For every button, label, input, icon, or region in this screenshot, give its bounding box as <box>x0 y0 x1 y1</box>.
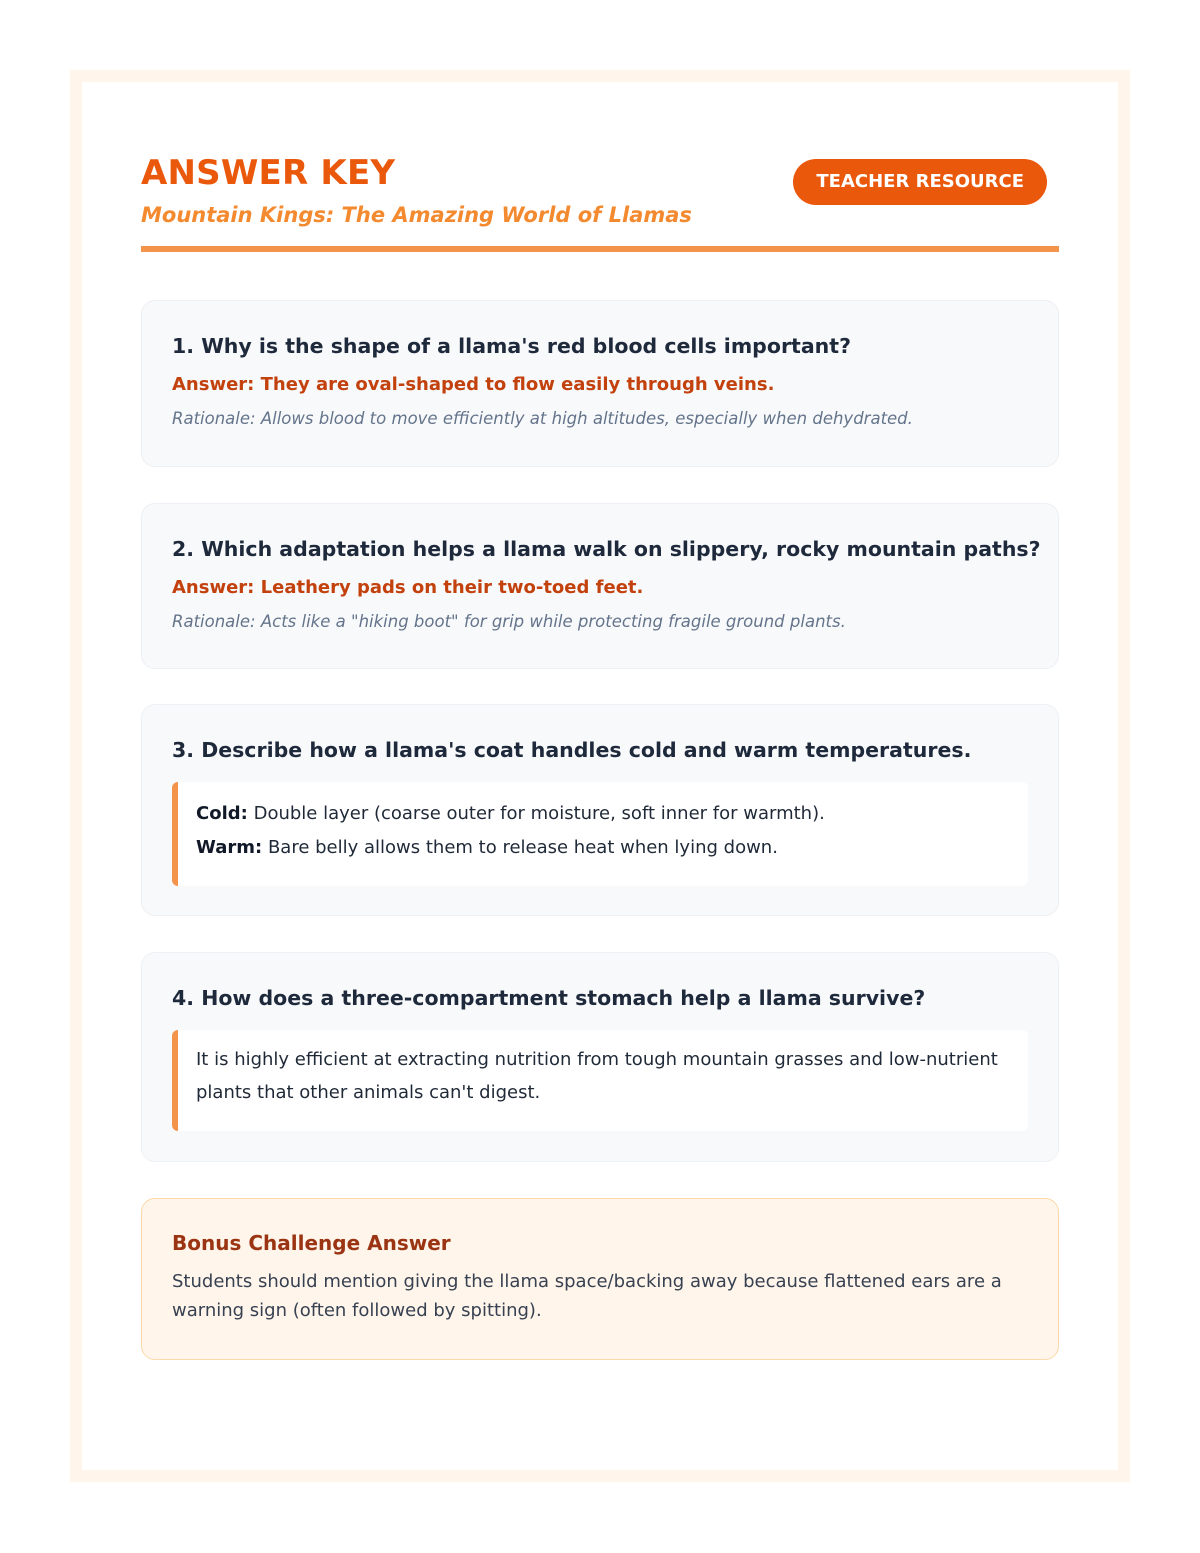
answer-box <box>172 1030 1028 1131</box>
answer-text: Answer: They are oval-shaped to flow easily through veins. <box>172 374 775 395</box>
page-title: ANSWER KEY <box>141 153 396 193</box>
question-card-4 <box>141 952 1059 1162</box>
bonus-challenge-card <box>141 1198 1059 1360</box>
bonus-line-1: Students should mention giving the llama space/backing away because flattened ears are a <box>172 1271 1002 1292</box>
bonus-title: Bonus Challenge Answer <box>172 1231 451 1255</box>
answer-text: Answer: Leathery pads on their two-toed feet. <box>172 577 644 598</box>
question-text: 3. Describe how a llama's coat handles cold and warm temperatures. <box>172 738 972 762</box>
header-divider <box>141 246 1059 252</box>
rationale-text: Rationale: Acts like a "hiking boot" for grip while protecting fragile ground plants. <box>172 612 846 631</box>
cold-text: Double layer (coarse outer for moisture, soft inner for warmth). <box>253 803 825 824</box>
warm-text: Bare belly allows them to release heat when lying down. <box>267 837 778 858</box>
answer-line-1: It is highly efficient at extracting nutrition from tough mountain grasses and low-nutrient <box>196 1049 998 1070</box>
cold-label: Cold: <box>196 803 248 824</box>
answer-line-2: plants that other animals can't digest. <box>196 1082 541 1103</box>
answer-key-page <box>70 70 1130 1482</box>
bonus-line-2: warning sign (often followed by spitting). <box>172 1300 542 1321</box>
rationale-text: Rationale: Allows blood to move efficiently at high altitudes, especially when dehydrated. <box>172 409 913 428</box>
teacher-resource-badge: TEACHER RESOURCE <box>793 159 1047 205</box>
answer-box <box>172 782 1028 886</box>
question-card-1 <box>141 300 1059 467</box>
page-subtitle: Mountain Kings: The Amazing World of Llamas <box>141 203 692 227</box>
question-card-2 <box>141 503 1059 669</box>
question-card-3 <box>141 704 1059 916</box>
warm-answer <box>196 837 778 858</box>
cold-answer <box>196 803 825 824</box>
question-text: 2. Which adaptation helps a llama walk on slippery, rocky mountain paths? <box>172 537 1041 561</box>
warm-label: Warm: <box>196 837 263 858</box>
question-text: 1. Why is the shape of a llama's red blood cells important? <box>172 334 851 358</box>
question-text: 4. How does a three-compartment stomach help a llama survive? <box>172 986 926 1010</box>
